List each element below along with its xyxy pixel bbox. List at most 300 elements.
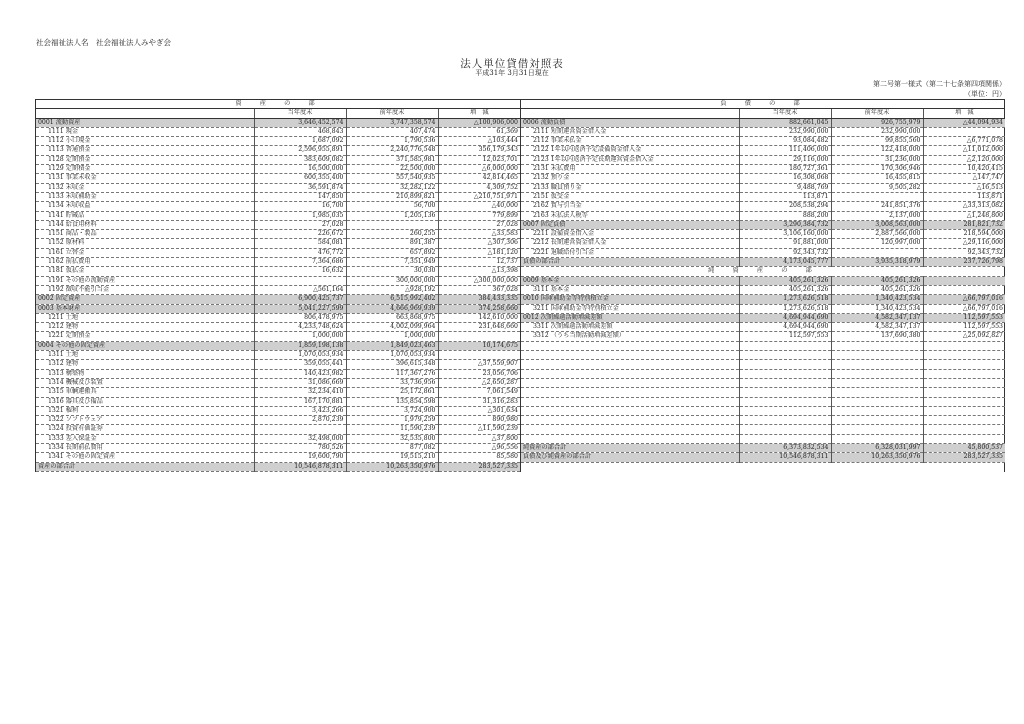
difference-value: 10,420,415 [923, 165, 1005, 174]
assets-section-title: 資 産 の 部 [36, 100, 520, 109]
row-label: 0004 その他の固定資産 [36, 341, 254, 350]
current-value: 180,727,361 [739, 165, 831, 174]
current-value: 140,423,982 [254, 369, 346, 378]
current-value [739, 378, 831, 387]
row-label: 0009 基本金 [521, 276, 739, 285]
previous-value: 891,387 [346, 239, 438, 248]
current-value: 16,632 [254, 267, 346, 276]
difference-value: 112,597,553 [923, 323, 1005, 332]
liabilities-col-blank [521, 109, 739, 118]
table-row [521, 202, 1005, 211]
row-label [521, 341, 739, 350]
row-label: 0002 固定資産 [36, 295, 254, 304]
difference-value: 384,433,335 [438, 295, 520, 304]
table-row [36, 239, 520, 248]
table-row [521, 211, 1005, 220]
table-row [521, 183, 1005, 192]
current-value [739, 397, 831, 406]
difference-value: △37,800 [438, 434, 520, 443]
table-row [521, 406, 1005, 415]
table-row [521, 369, 1005, 378]
difference-value: 4,309,752 [438, 183, 520, 192]
row-label: 3211 国庫補助金等特別積立金 [521, 304, 739, 313]
previous-value: 2,887,566,000 [831, 230, 923, 239]
difference-value [923, 360, 1005, 369]
previous-value: 120,997,000 [831, 239, 923, 248]
previous-value: 4,002,099,964 [346, 323, 438, 332]
difference-value: 112,597,553 [923, 313, 1005, 322]
previous-value: 1,849,023,463 [346, 341, 438, 350]
previous-value: 31,236,000 [831, 155, 923, 164]
previous-value: 3,724,900 [346, 406, 438, 415]
difference-value: △25,092,827 [923, 332, 1005, 341]
assets-col-current: 当年度末 [254, 109, 346, 118]
difference-value: 113,871 [923, 192, 1005, 201]
previous-value [346, 220, 438, 229]
previous-value: 170,306,946 [831, 165, 923, 174]
difference-value: 7,061,549 [438, 388, 520, 397]
table-row [36, 341, 520, 350]
previous-value: 396,615,348 [346, 360, 438, 369]
current-value: 1,687,092 [254, 137, 346, 146]
previous-value [831, 406, 923, 415]
previous-value: 405,261,326 [831, 285, 923, 294]
table-row [521, 258, 1005, 267]
current-value: 9,488,769 [739, 183, 831, 192]
liabilities-col-current: 当年度末 [739, 109, 831, 118]
row-label: 1315 車輌運搬具 [36, 388, 254, 397]
row-label: 1112 小口現金 [36, 137, 254, 146]
row-label: 1192 徴収不能引当金 [36, 285, 254, 294]
table-row [36, 406, 520, 415]
previous-value: 137,690,380 [831, 332, 923, 341]
table-row [521, 230, 1005, 239]
page-title: 法人単位貸借対照表 [460, 58, 564, 70]
current-value: 359,055,441 [254, 360, 346, 369]
previous-value: 4,666,969,939 [346, 304, 438, 313]
liabilities-table [521, 100, 1005, 463]
row-label: 1131 事業未収金 [36, 174, 254, 183]
difference-value: △307,306 [438, 239, 520, 248]
difference-value [923, 351, 1005, 360]
difference-value: 85,580 [438, 453, 520, 462]
current-value: 10,546,878,311 [739, 453, 831, 462]
row-label: 2162 賞与引当金 [521, 202, 739, 211]
table-row [36, 192, 520, 201]
table-row [521, 239, 1005, 248]
current-value: 232,990,000 [739, 127, 831, 136]
previous-value: 16,455,815 [831, 174, 923, 183]
current-value: 7,364,686 [254, 258, 346, 267]
table-row [521, 323, 1005, 332]
row-label: 2212 長期運営資金借入金 [521, 239, 739, 248]
difference-value [438, 332, 520, 341]
previous-value: 3,935,318,979 [831, 258, 923, 267]
previous-value: 22,500,000 [346, 165, 438, 174]
row-label: 2122 1年以内返済予定設備資金借入金 [521, 146, 739, 155]
row-label: 1161 立替金 [36, 248, 254, 257]
table-row [36, 295, 520, 304]
row-label: 1321 権利 [36, 406, 254, 415]
current-value: 780,526 [254, 443, 346, 452]
difference-value: 779,899 [438, 211, 520, 220]
difference-value: △11,590,239 [438, 425, 520, 434]
table-row [36, 434, 520, 443]
difference-value: △66,797,016 [923, 295, 1005, 304]
table-row [521, 388, 1005, 397]
previous-value: 232,990,000 [831, 127, 923, 136]
current-value: 31,086,669 [254, 378, 346, 387]
table-row [521, 174, 1005, 183]
difference-value: 356,179,343 [438, 146, 520, 155]
difference-value: △37,559,907 [438, 360, 520, 369]
current-value: 405,261,326 [739, 285, 831, 294]
previous-value: 210,899,821 [346, 192, 438, 201]
previous-value [831, 378, 923, 387]
row-label: 1322 ソフトウェア [36, 416, 254, 425]
current-value: 208,538,294 [739, 202, 831, 211]
current-value: 6,373,832,534 [739, 443, 831, 452]
current-value: 92,343,732 [739, 248, 831, 257]
difference-value [923, 341, 1005, 350]
previous-value: 1,205,136 [346, 211, 438, 220]
previous-value: 4,582,347,137 [831, 323, 923, 332]
previous-value: 7,351,949 [346, 258, 438, 267]
previous-value [831, 341, 923, 350]
row-label: 1151 商品・製品 [36, 230, 254, 239]
row-label: 1132 未収金 [36, 183, 254, 192]
liabilities-col-previous: 前年度末 [831, 109, 923, 118]
row-label: 1212 建物 [36, 323, 254, 332]
current-value: 113,871 [739, 192, 831, 201]
difference-value: △2,120,000 [923, 155, 1005, 164]
table-row [521, 304, 1005, 313]
liabilities-col-diff: 増 減 [923, 109, 1005, 118]
previous-value [831, 369, 923, 378]
current-value: 16,500,000 [254, 165, 346, 174]
difference-value [923, 276, 1005, 285]
previous-value: △928,192 [346, 285, 438, 294]
current-value [739, 388, 831, 397]
difference-value: 12,737 [438, 258, 520, 267]
difference-value [923, 378, 1005, 387]
assets-col-diff: 増 減 [438, 109, 520, 118]
previous-value: 1,070,053,934 [346, 351, 438, 360]
previous-value [831, 434, 923, 443]
current-value: 93,084,482 [739, 137, 831, 146]
row-label: 1144 給食用材料 [36, 220, 254, 229]
previous-value: 6,328,031,997 [831, 443, 923, 452]
table-row [521, 351, 1005, 360]
difference-value [923, 397, 1005, 406]
table-row [36, 248, 520, 257]
previous-value: 877,082 [346, 443, 438, 452]
difference-value: △6,771,078 [923, 137, 1005, 146]
previous-value [831, 192, 923, 201]
difference-value: 27,028 [438, 220, 520, 229]
table-row [36, 360, 520, 369]
current-value: 1,273,626,518 [739, 295, 831, 304]
difference-value: △29,116,000 [923, 239, 1005, 248]
current-value: 36,591,874 [254, 183, 346, 192]
table-row [36, 183, 520, 192]
current-value: 226,672 [254, 230, 346, 239]
row-label: 1113 普通預金 [36, 146, 254, 155]
row-label [521, 360, 739, 369]
difference-value: 45,800,537 [923, 443, 1005, 452]
row-label: 0001 流動資産 [36, 118, 254, 127]
current-value [739, 416, 831, 425]
table-row [36, 397, 520, 406]
current-value [739, 434, 831, 443]
table-row [521, 397, 1005, 406]
row-label [521, 406, 739, 415]
current-value: 3,290,384,732 [739, 220, 831, 229]
table-row [521, 192, 1005, 201]
previous-value [831, 351, 923, 360]
table-row [521, 313, 1005, 322]
difference-value [923, 285, 1005, 294]
table-row [36, 146, 520, 155]
table-row [36, 220, 520, 229]
table-row [36, 211, 520, 220]
difference-value: △44,094,934 [923, 118, 1005, 127]
difference-value: 281,821,732 [923, 220, 1005, 229]
table-row [521, 146, 1005, 155]
difference-value: △210,751,971 [438, 192, 520, 201]
current-value: 111,406,000 [739, 146, 831, 155]
previous-value: 407,474 [346, 127, 438, 136]
difference-value: 42,814,465 [438, 174, 520, 183]
table-row [521, 248, 1005, 257]
row-label: 2211 設備資金借入金 [521, 230, 739, 239]
unit-label: （単位：円） [964, 90, 1006, 98]
difference-value [923, 388, 1005, 397]
table-row [521, 434, 1005, 443]
row-label: 0010 国庫補助金等特別積立金 [521, 295, 739, 304]
table-row [521, 443, 1005, 452]
current-value: 1,273,626,518 [739, 304, 831, 313]
table-row [36, 304, 520, 313]
table-row [521, 425, 1005, 434]
row-label: 負債及び純資産の部合計 [521, 453, 739, 462]
difference-value: 231,648,660 [438, 323, 520, 332]
table-row [36, 388, 520, 397]
difference-value: △33,583 [438, 230, 520, 239]
difference-value [923, 434, 1005, 443]
table-row [36, 155, 520, 164]
row-label: 2111 短期運営資金借入金 [521, 127, 739, 136]
current-value: 3,423,266 [254, 406, 346, 415]
previous-value [831, 360, 923, 369]
current-value: 4,173,045,777 [739, 258, 831, 267]
row-label: 1152 原材料 [36, 239, 254, 248]
previous-value: 122,418,000 [831, 146, 923, 155]
table-row [521, 155, 1005, 164]
table-row [36, 378, 520, 387]
current-value: 10,546,878,311 [254, 462, 346, 471]
row-label: 1311 土地 [36, 351, 254, 360]
row-label [521, 388, 739, 397]
current-value [739, 406, 831, 415]
row-label: 1128 定期預金 [36, 155, 254, 164]
difference-value: △96,556 [438, 443, 520, 452]
row-label [521, 378, 739, 387]
previous-value: 241,851,376 [831, 202, 923, 211]
previous-value [831, 397, 923, 406]
table-row [36, 462, 520, 471]
previous-value: 117,367,276 [346, 369, 438, 378]
difference-value [438, 351, 520, 360]
current-value: 1,985,035 [254, 211, 346, 220]
difference-value: △40,000 [438, 202, 520, 211]
row-label [521, 425, 739, 434]
table-row [36, 127, 520, 136]
current-value [739, 369, 831, 378]
difference-value: △300,000,000 [438, 276, 520, 285]
row-label: 0006 流動負債 [521, 118, 739, 127]
row-label: 1316 器具及び備品 [36, 397, 254, 406]
current-value: 1,070,053,934 [254, 351, 346, 360]
previous-value: 33,736,956 [346, 378, 438, 387]
row-label: 0003 基本財産 [36, 304, 254, 313]
previous-value: 56,700 [346, 202, 438, 211]
current-value: 3,106,160,000 [739, 230, 831, 239]
previous-value [831, 425, 923, 434]
current-value: 4,694,944,690 [739, 313, 831, 322]
current-value: 1,000,000 [254, 332, 346, 341]
row-label [521, 369, 739, 378]
difference-value: 61,369 [438, 127, 520, 136]
row-label: 2163 未払法人税等 [521, 211, 739, 220]
row-label [521, 397, 739, 406]
balance-sheet [35, 99, 1005, 472]
table-row [521, 416, 1005, 425]
previous-value: 1,979,259 [346, 416, 438, 425]
row-label: 1129 定期積金 [36, 165, 254, 174]
difference-value: △66,797,016 [923, 304, 1005, 313]
row-label: 2132 預り金 [521, 174, 739, 183]
difference-value: △301,634 [438, 406, 520, 415]
assets-table [36, 100, 520, 472]
difference-value: 92,343,732 [923, 248, 1005, 257]
row-label: 1312 建物 [36, 360, 254, 369]
row-label: 2221 退職給付引当金 [521, 248, 739, 257]
row-label [521, 416, 739, 425]
difference-value: △181,120 [438, 248, 520, 257]
net-assets-section-title: 純 資 産 の 部 [521, 267, 1005, 276]
difference-value: 12,023,701 [438, 155, 520, 164]
table-row [36, 174, 520, 183]
current-value: 2,870,239 [254, 416, 346, 425]
current-value [254, 276, 346, 285]
current-value: 600,355,400 [254, 174, 346, 183]
previous-value: 25,172,861 [346, 388, 438, 397]
difference-value: 283,527,335 [438, 462, 520, 471]
current-value: △561,164 [254, 285, 346, 294]
previous-value: 300,000,000 [346, 276, 438, 285]
previous-value: 663,868,975 [346, 313, 438, 322]
previous-value [831, 388, 923, 397]
row-label [521, 434, 739, 443]
row-label: 0007 固定負債 [521, 220, 739, 229]
row-label: 1133 未収補助金 [36, 192, 254, 201]
row-label: 資産の部合計 [36, 462, 254, 471]
row-label: 1134 未収収益 [36, 202, 254, 211]
table-row [36, 165, 520, 174]
table-row [36, 443, 520, 452]
row-label: 1324 投資有価証券 [36, 425, 254, 434]
previous-value: 557,540,935 [346, 174, 438, 183]
difference-value: 218,594,000 [923, 230, 1005, 239]
liabilities-section-title: 負 債 の 部 [521, 100, 1005, 109]
table-row [521, 360, 1005, 369]
previous-value: 32,535,800 [346, 434, 438, 443]
table-row [36, 332, 520, 341]
table-row [521, 378, 1005, 387]
current-value: 29,116,000 [739, 155, 831, 164]
table-row [521, 453, 1005, 462]
previous-value: 10,263,350,976 [831, 453, 923, 462]
row-label: 1334 長期前払費用 [36, 443, 254, 452]
previous-value: 19,515,210 [346, 453, 438, 462]
row-label: 負債の部合計 [521, 258, 739, 267]
previous-value: 9,505,282 [831, 183, 923, 192]
row-label: 1111 現金 [36, 127, 254, 136]
table-row [36, 351, 520, 360]
previous-value: 3,008,563,000 [831, 220, 923, 229]
difference-value: 283,527,335 [923, 453, 1005, 462]
row-label: 1313 構築物 [36, 369, 254, 378]
previous-value [831, 416, 923, 425]
row-label: 1141 貯蔵品 [36, 211, 254, 220]
current-value: 806,478,975 [254, 313, 346, 322]
table-row [36, 137, 520, 146]
difference-value: 367,028 [438, 285, 520, 294]
table-row [36, 323, 520, 332]
difference-value [923, 369, 1005, 378]
table-row [521, 332, 1005, 341]
previous-value: 260,255 [346, 230, 438, 239]
difference-value [923, 406, 1005, 415]
current-value: 16,308,068 [739, 174, 831, 183]
previous-value: 405,261,326 [831, 276, 923, 285]
difference-value: △16,513 [923, 183, 1005, 192]
table-row [36, 453, 520, 462]
current-value: 1,859,198,138 [254, 341, 346, 350]
previous-value: 4,582,347,137 [831, 313, 923, 322]
row-label: 2151 仮受金 [521, 192, 739, 201]
table-row [36, 416, 520, 425]
current-value: 3,646,452,574 [254, 118, 346, 127]
previous-value: 30,030 [346, 267, 438, 276]
previous-value: 135,854,598 [346, 397, 438, 406]
row-label: 2123 1年以内返済予定長期運営資金借入金 [521, 155, 739, 164]
table-row [521, 137, 1005, 146]
row-label: 0012 次期繰越活動増減差額 [521, 313, 739, 322]
table-row [521, 165, 1005, 174]
row-label: 1181 仮払金 [36, 267, 254, 276]
previous-value: 926,755,979 [831, 118, 923, 127]
current-value: 32,234,410 [254, 388, 346, 397]
current-value: 112,597,553 [739, 332, 831, 341]
difference-value: 142,610,000 [438, 313, 520, 322]
difference-value: 237,726,798 [923, 258, 1005, 267]
previous-value: 32,282,122 [346, 183, 438, 192]
previous-value: 11,590,239 [346, 425, 438, 434]
net-assets-rows [521, 276, 1005, 462]
row-label: 1341 その他の固定資産 [36, 453, 254, 462]
